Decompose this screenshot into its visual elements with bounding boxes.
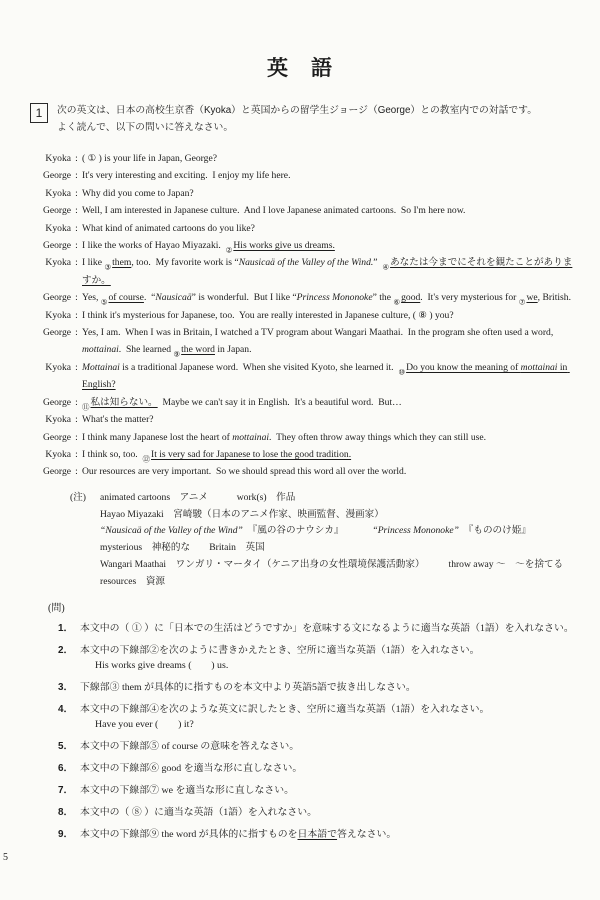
underlined-text: the word <box>181 344 215 356</box>
section-instructions <box>57 102 537 136</box>
question-text <box>80 827 582 842</box>
underlined-text: in English? <box>82 361 570 391</box>
dialogue-text <box>82 446 574 463</box>
dialogue-line <box>28 307 574 324</box>
dialogue-line <box>28 394 574 411</box>
question-item <box>0 783 600 798</box>
question-number: 9． <box>58 828 74 840</box>
speaker-label: George <box>42 205 71 217</box>
question-number: 5． <box>58 740 74 752</box>
page-number: 5 <box>3 852 8 863</box>
dialogue-text <box>82 463 574 480</box>
underlined-text: mottainai <box>520 361 558 373</box>
dialogue-text <box>82 307 574 324</box>
speaker-label: George <box>42 466 71 478</box>
italic-text: Princess Mononoke <box>296 292 373 304</box>
dialogue-text <box>82 202 574 219</box>
speaker-colon: : <box>75 205 78 217</box>
question-number: 7． <box>58 784 74 796</box>
dialogue-text <box>82 429 574 446</box>
speaker-colon: : <box>75 309 78 321</box>
text-run: ” the <box>372 292 394 304</box>
circled-number-marker: ⑩ <box>398 367 406 377</box>
circled-number-marker: ⑪ <box>82 402 90 412</box>
dialogue-text <box>82 237 574 254</box>
text-run: I think many Japanese lost the heart of <box>82 431 233 443</box>
question-fill-in-line <box>95 717 582 732</box>
note-line <box>100 574 582 591</box>
text-run: What's the matter? <box>82 414 154 426</box>
question-number: 3． <box>58 681 74 693</box>
text-run: resources 資源 <box>100 575 166 587</box>
text-run: 本文中の下線部④を次のような英文に訳したとき、空所に適当な英語（1語）を入れなさい。 <box>80 703 490 715</box>
dialogue-line <box>28 220 574 237</box>
question-body <box>80 805 582 820</box>
question-text <box>80 739 582 754</box>
text-run: I think so, too. <box>82 448 143 460</box>
question-body <box>80 643 582 673</box>
speaker-colon: : <box>75 170 78 182</box>
text-run: 本文中の下線部⑥ good を適当な形に直しなさい。 <box>80 762 303 774</box>
text-run: mysterious 神秘的な Britain 英国 <box>100 542 265 554</box>
speaker-colon: : <box>75 187 78 199</box>
italic-text: Nausicaä <box>155 292 192 304</box>
notes-section <box>0 490 600 591</box>
dialogue-line <box>28 463 574 480</box>
section-header <box>30 102 578 136</box>
text-run: 本文中の下線部⑦ we を適当な形に直しなさい。 <box>80 784 294 796</box>
text-run: Wangari Maathai ワンガリ・マータイ（ケニア出身の女性環境保護活動家） throw away ～ ～を捨てる <box>100 558 564 570</box>
question-number: 2． <box>58 644 74 656</box>
question-text <box>80 702 582 717</box>
text-run: Have you ever ( ) it? <box>95 718 194 730</box>
question-text <box>80 621 582 636</box>
text-run: I think it's mysterious for Japanese, too. You are really interested in Japanese culture, ( ⑧ ) you? <box>82 309 454 321</box>
speaker-colon: : <box>75 257 78 269</box>
text-run: 本文中の下線部②を次のように書きかえたとき、空所に適当な英語（1語）を入れなさい。 <box>80 644 480 656</box>
speaker-label: Kyoka <box>45 361 71 373</box>
circled-number-marker: ② <box>225 245 233 255</box>
section-number-box: 1 <box>30 103 48 123</box>
text-run: Well, I am interested in Japanese culture. And I love Japanese animated cartoons. So I'm here now. <box>82 205 466 217</box>
underlined-text: we <box>526 292 538 304</box>
italic-text: “Nausicaä of the Valley of the Wind” <box>100 525 243 537</box>
speaker-colon: : <box>75 240 78 252</box>
question-text <box>80 761 582 776</box>
text-run: 『もののけ姫』 <box>458 525 531 537</box>
question-text <box>80 680 582 695</box>
question-item <box>0 643 600 673</box>
speaker-label: George <box>42 327 71 339</box>
dialogue-line <box>28 254 574 289</box>
text-run: It's very interesting and exciting. I enjoy my life here. <box>82 170 291 182</box>
text-run: Our resources are very important. So we should spread this word all over the world. <box>82 466 407 478</box>
question-item <box>0 621 600 636</box>
text-run: Yes, I am. When I was in Britain, I watched a TV program about Wangari Maathai. In the program she often used a word, <box>82 327 556 339</box>
dialogue-line <box>28 411 574 428</box>
underlined-text: them <box>112 257 132 269</box>
circled-number-marker: ③ <box>104 262 112 272</box>
italic-text: mottainai <box>82 344 119 356</box>
speaker-label: Kyoka <box>45 153 71 164</box>
question-item <box>0 739 600 754</box>
speaker-colon: : <box>75 292 78 304</box>
question-item <box>0 805 600 820</box>
text-run: animated cartoons アニメ work(s) 作品 <box>100 491 296 503</box>
speaker-label: George <box>42 431 71 443</box>
speaker-colon: : <box>75 361 78 373</box>
circled-number-marker: ⑤ <box>100 297 108 307</box>
dialogue-text <box>82 324 574 359</box>
dialogue-line <box>28 185 574 202</box>
question-number: 6． <box>58 762 74 774</box>
question-text <box>80 783 582 798</box>
text-run: ” <box>373 257 383 269</box>
speaker-label: George <box>42 396 71 408</box>
text-run: is a traditional Japanese word. When she visited Kyoto, she learned it. <box>119 361 399 373</box>
speaker-label: Kyoka <box>45 222 71 234</box>
text-run: . They often throw away things which they can still use. <box>269 431 487 443</box>
text-run: 下線部③ them が具体的に指すものを本文中より英語5語で抜き出しなさい。 <box>80 681 416 693</box>
speaker-label: Kyoka <box>45 309 71 321</box>
dialogue-line <box>28 359 574 394</box>
circled-number-marker: ⑥ <box>393 297 401 307</box>
speaker-colon: : <box>75 396 78 408</box>
question-item <box>0 680 600 695</box>
note-line <box>100 523 582 540</box>
italic-text: Nausicaä of the Valley of the Wind. <box>238 257 374 269</box>
circled-number-marker: ⑨ <box>173 349 181 359</box>
speaker-colon: : <box>75 153 78 164</box>
speaker-label: George <box>42 170 71 182</box>
circled-number-marker: ⑦ <box>518 297 526 307</box>
italic-text: Mottainai <box>82 361 120 373</box>
text-run: Maybe we can't say it in English. It's a beautiful word. But… <box>157 396 402 408</box>
speaker-label: Kyoka <box>45 257 71 269</box>
text-run: , British. <box>537 292 571 304</box>
text-run: His works give dreams ( ) us. <box>95 659 229 671</box>
text-run: I like the works of Hayao Miyazaki. <box>82 240 226 252</box>
question-body <box>80 761 582 776</box>
instruction-line: よく読んで、以下の問いに答えなさい。 <box>57 122 234 133</box>
text-run: Why did you come to Japan? <box>82 187 194 199</box>
text-run: Hayao Miyazaki 宮崎駿（日本のアニメ作家、映画監督、漫画家） <box>100 508 384 520</box>
text-run: . She learned <box>118 344 174 356</box>
question-item <box>0 702 600 732</box>
dialogue-text <box>82 167 574 184</box>
speaker-colon: : <box>75 327 78 339</box>
text-run: 本文中の下線部⑨ the word が具体的に指すものを <box>80 828 298 840</box>
speaker-label: Kyoka <box>45 414 71 426</box>
question-text <box>80 643 582 658</box>
dialogue-line <box>28 446 574 463</box>
page-title: 英 語 <box>267 57 333 80</box>
underlined-text: His works give us dreams. <box>233 240 335 252</box>
speaker-colon: : <box>75 448 78 460</box>
instruction-line: 次の英文は、日本の高校生京香（Kyoka）と英国からの留学生ジョージ（George）との教室内での対話です。 <box>57 105 537 116</box>
question-number: 8． <box>58 806 74 818</box>
dialogue-line <box>28 289 574 306</box>
text-run: . “ <box>143 292 156 304</box>
note-line <box>100 557 582 574</box>
text-run: 本文中の（ ⑧ ）に適当な英語（1語）を入れなさい。 <box>80 806 318 818</box>
speaker-label: George <box>42 240 71 252</box>
text-run: 答えなさい。 <box>337 828 397 840</box>
underlined-text: good <box>401 292 421 304</box>
question-body <box>80 739 582 754</box>
question-body <box>80 680 582 695</box>
underlined-text: 日本語で <box>297 828 338 840</box>
speaker-label: George <box>42 292 71 304</box>
question-number: 1． <box>58 622 74 634</box>
dialogue <box>0 150 600 481</box>
text-run: Yes, <box>82 292 101 304</box>
underlined-text: あなたは今までにそれを観たことがありますか。 <box>82 257 573 286</box>
dialogue-line <box>28 167 574 184</box>
dialogue-text <box>82 150 574 167</box>
dialogue-text <box>82 394 574 411</box>
question-number: 4． <box>58 703 74 715</box>
text-run: What kind of animated cartoons do you like? <box>82 222 255 234</box>
underlined-text: of course <box>108 292 144 304</box>
dialogue-line <box>28 429 574 446</box>
underlined-text: It is very sad for Japanese to lose the good tradition. <box>151 448 352 460</box>
text-run: , too. My favorite work is “ <box>131 257 239 269</box>
questions-header: (問) <box>48 602 65 614</box>
underlined-text: 私は知らない。 <box>90 396 158 408</box>
question-body <box>80 827 582 842</box>
question-body <box>80 783 582 798</box>
question-body <box>80 702 582 732</box>
speaker-label: Kyoka <box>45 187 71 199</box>
dialogue-text <box>82 185 574 202</box>
underlined-text: Do you know the meaning of <box>406 361 521 373</box>
question-text <box>80 805 582 820</box>
dialogue-text <box>82 359 574 394</box>
dialogue-text <box>82 411 574 428</box>
notes-label: (注) <box>70 491 86 503</box>
dialogue-text <box>82 220 574 237</box>
text-run: 本文中の（ ① ）に「日本での生活はどうですか」を意味する文になるように適当な英語（1語）を入れなさい。 <box>80 622 574 634</box>
speaker-colon: : <box>75 414 78 426</box>
circled-number-marker: ④ <box>382 262 390 272</box>
speaker-colon: : <box>75 466 78 478</box>
question-fill-in-line <box>95 658 582 673</box>
dialogue-line <box>28 324 574 359</box>
speaker-colon: : <box>75 431 78 443</box>
questions-list <box>0 621 600 842</box>
text-run: 『風の谷のナウシカ』 <box>242 525 373 537</box>
dialogue-line <box>28 150 574 167</box>
dialogue-text <box>82 254 574 289</box>
italic-text: “Princess Mononoke” <box>372 525 459 537</box>
note-line <box>100 540 582 557</box>
dialogue-line <box>28 237 574 254</box>
text-run: in Japan. <box>214 344 252 356</box>
text-run: I like <box>82 257 105 269</box>
dialogue-text <box>82 289 574 306</box>
italic-text: mottainai <box>232 431 270 443</box>
text-run: ( ① ) is your life in Japan, George? <box>82 153 217 164</box>
speaker-colon: : <box>75 222 78 234</box>
dialogue-line <box>28 202 574 219</box>
note-lines <box>100 490 582 591</box>
question-body <box>80 621 582 636</box>
circled-number-marker: ⑫ <box>142 454 150 464</box>
note-line <box>100 490 582 507</box>
text-run: . It's very mysterious for <box>420 292 519 304</box>
note-line <box>100 507 582 524</box>
question-item <box>0 827 600 842</box>
text-run: 本文中の下線部⑤ of course の意味を答えなさい。 <box>80 740 300 752</box>
question-item <box>0 761 600 776</box>
text-run: ” is wonderful. But I like “ <box>191 292 297 304</box>
speaker-label: Kyoka <box>45 448 71 460</box>
